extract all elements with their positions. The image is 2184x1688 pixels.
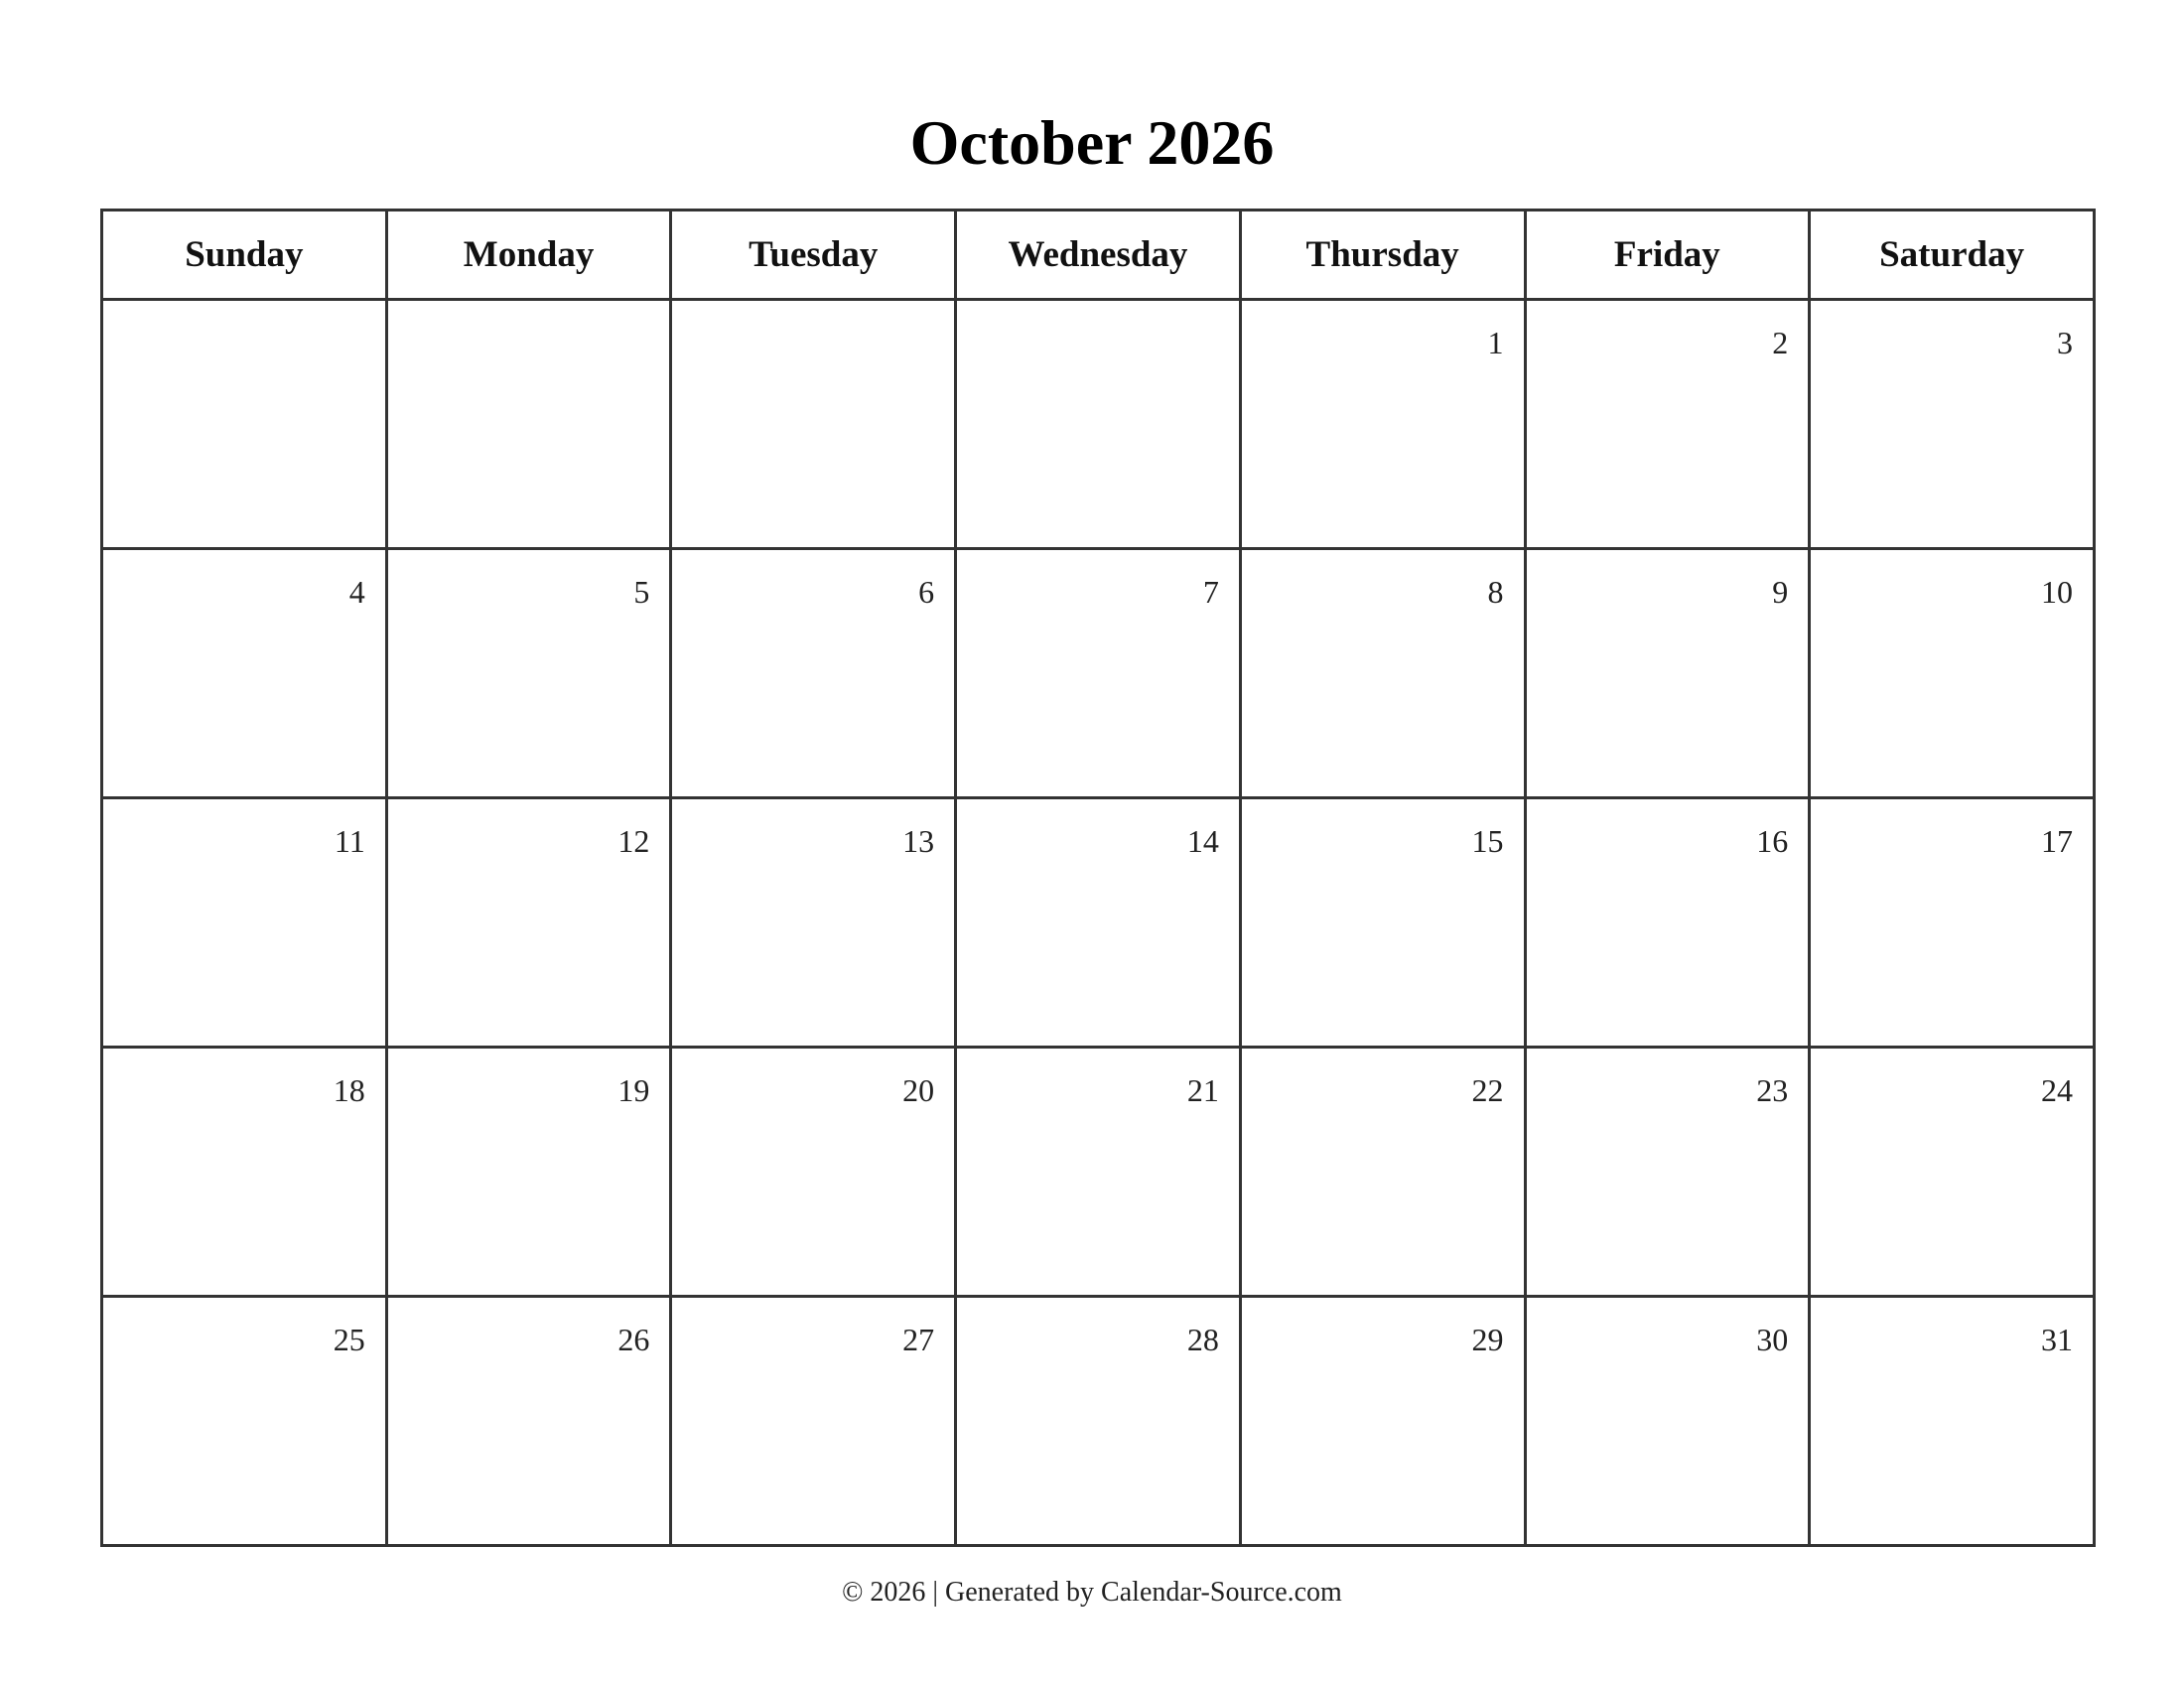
day-cell xyxy=(956,798,1241,1048)
day-cell xyxy=(671,798,956,1048)
weekday-friday: Friday xyxy=(1525,211,1810,300)
day-number: 20 xyxy=(902,1072,935,1108)
day-number: 24 xyxy=(2041,1072,2073,1108)
day-number: 4 xyxy=(348,574,365,610)
day-number: 28 xyxy=(1186,1322,1219,1357)
day-cell xyxy=(102,1048,387,1297)
calendar-title: October 2026 xyxy=(909,107,1275,178)
day-number: 8 xyxy=(1487,574,1504,610)
weekday-header-row xyxy=(102,211,2095,300)
day-cell xyxy=(1810,1048,2095,1297)
day-number: 19 xyxy=(617,1072,650,1108)
weekday-sunday: Sunday xyxy=(102,211,387,300)
day-cell xyxy=(956,1297,1241,1546)
day-number: 9 xyxy=(1772,574,1789,610)
day-number: 30 xyxy=(1756,1322,1789,1357)
day-cell xyxy=(386,1297,671,1546)
day-number xyxy=(103,301,385,323)
day-number: 15 xyxy=(1471,823,1504,859)
day-number: 16 xyxy=(1756,823,1789,859)
day-number: 11 xyxy=(334,823,365,859)
day-cell xyxy=(1525,549,1810,798)
day-cell xyxy=(102,798,387,1048)
day-number: 3 xyxy=(2057,325,2073,360)
day-cell xyxy=(386,549,671,798)
day-number: 1 xyxy=(1487,325,1504,360)
day-cell xyxy=(956,549,1241,798)
day-number: 22 xyxy=(1471,1072,1504,1108)
day-cell xyxy=(102,300,387,549)
day-number: 25 xyxy=(333,1322,365,1357)
weekday-thursday: Thursday xyxy=(1240,211,1525,300)
calendar-grid xyxy=(100,209,2096,1547)
day-number xyxy=(957,301,1239,323)
day-number: 5 xyxy=(633,574,650,610)
day-cell xyxy=(1810,549,2095,798)
day-number: 31 xyxy=(2041,1322,2073,1357)
day-number: 21 xyxy=(1186,1072,1219,1108)
day-number: 17 xyxy=(2041,823,2073,859)
week-row-1 xyxy=(102,300,2095,549)
day-cell xyxy=(1240,798,1525,1048)
day-number: 7 xyxy=(1202,574,1219,610)
day-cell xyxy=(1240,549,1525,798)
week-row-5 xyxy=(102,1297,2095,1546)
day-cell xyxy=(1525,1297,1810,1546)
day-cell xyxy=(102,1297,387,1546)
day-number: 13 xyxy=(902,823,935,859)
day-cell xyxy=(1240,1048,1525,1297)
day-cell xyxy=(386,300,671,549)
day-cell xyxy=(1240,1297,1525,1546)
day-number: 26 xyxy=(617,1322,650,1357)
day-cell xyxy=(671,1297,956,1546)
day-number: 23 xyxy=(1756,1072,1789,1108)
day-cell xyxy=(102,549,387,798)
day-number: 18 xyxy=(333,1072,365,1108)
week-row-3 xyxy=(102,798,2095,1048)
day-cell xyxy=(956,300,1241,549)
day-number: 29 xyxy=(1471,1322,1504,1357)
week-row-4 xyxy=(102,1048,2095,1297)
day-number: 10 xyxy=(2041,574,2073,610)
day-cell xyxy=(1810,798,2095,1048)
weekday-wednesday: Wednesday xyxy=(956,211,1241,300)
day-number: 14 xyxy=(1186,823,1219,859)
day-cell xyxy=(1525,300,1810,549)
day-number xyxy=(672,301,954,323)
footer-credit: © 2026 | Generated by Calendar-Source.com xyxy=(842,1577,1342,1608)
day-number: 6 xyxy=(918,574,935,610)
day-cell xyxy=(671,300,956,549)
day-cell xyxy=(1810,300,2095,549)
weekday-monday: Monday xyxy=(386,211,671,300)
day-cell xyxy=(956,1048,1241,1297)
day-cell xyxy=(671,1048,956,1297)
day-number xyxy=(388,301,670,323)
day-cell xyxy=(1810,1297,2095,1546)
day-cell xyxy=(386,798,671,1048)
day-cell xyxy=(386,1048,671,1297)
week-row-2 xyxy=(102,549,2095,798)
weekday-saturday: Saturday xyxy=(1810,211,2095,300)
day-cell xyxy=(1240,300,1525,549)
day-cell xyxy=(671,549,956,798)
day-cell xyxy=(1525,798,1810,1048)
day-cell xyxy=(1525,1048,1810,1297)
weekday-tuesday: Tuesday xyxy=(671,211,956,300)
day-number: 2 xyxy=(1772,325,1789,360)
day-number: 27 xyxy=(902,1322,935,1357)
day-number: 12 xyxy=(617,823,650,859)
